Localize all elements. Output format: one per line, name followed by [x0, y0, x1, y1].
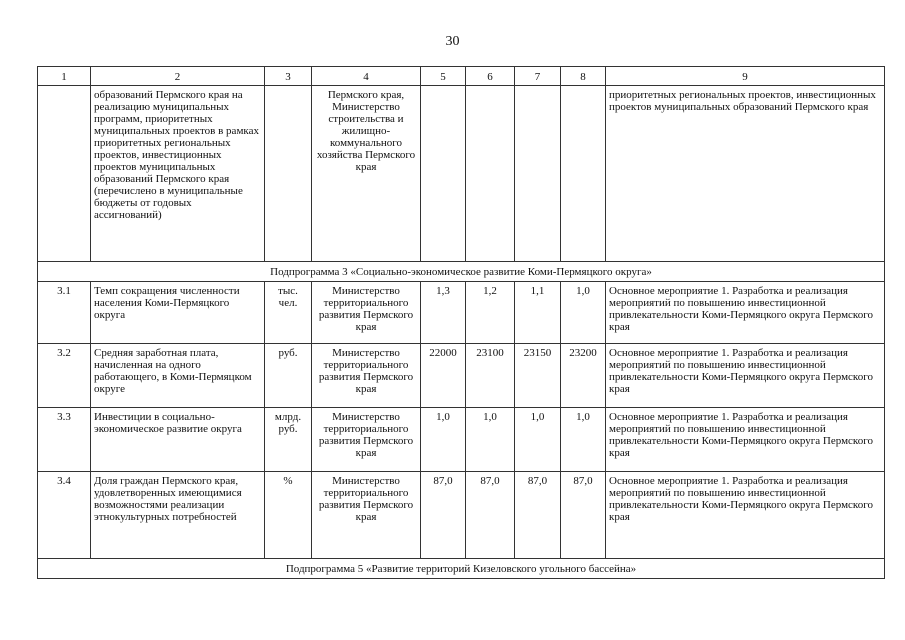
row-value-5: 87,0 — [421, 472, 466, 559]
col-header-1: 1 — [38, 67, 91, 86]
cont-unit — [265, 86, 312, 262]
cont-v5 — [421, 86, 466, 262]
row-value-5: 1,3 — [421, 282, 466, 344]
row-value-6: 23100 — [466, 344, 515, 408]
row-value-7: 1,0 — [515, 408, 561, 472]
row-executor: Министерство территориального развития Пермского края — [312, 282, 421, 344]
row-value-6: 1,2 — [466, 282, 515, 344]
row-number: 3.1 — [38, 282, 91, 344]
row-unit: руб. — [265, 344, 312, 408]
row-name: Темп сокращения численности населения Коми-Пермяцкого округа — [91, 282, 265, 344]
row-value-6: 1,0 — [466, 408, 515, 472]
table-row — [38, 344, 885, 408]
col-header-5: 5 — [421, 67, 466, 86]
row-value-6: 87,0 — [466, 472, 515, 559]
row-note: Основное мероприятие 1. Разработка и реализация мероприятий по повышению инвестиционной привлекательности Коми-Пермяцкого округа Пермского края — [606, 282, 885, 344]
cont-executor: Пермского края, Министерство строительства и жилищно-коммунального хозяйства Пермского края — [312, 86, 421, 262]
table-row — [38, 282, 885, 344]
row-note: Основное мероприятие 1. Разработка и реализация мероприятий по повышению инвестиционной привлекательности Коми-Пермяцкого округа Пермского края — [606, 408, 885, 472]
table-row — [38, 472, 885, 559]
col-header-4: 4 — [312, 67, 421, 86]
header-row — [38, 67, 885, 86]
row-number: 3.3 — [38, 408, 91, 472]
col-header-8: 8 — [561, 67, 606, 86]
row-name: Средняя заработная плата, начисленная на одного работающего, в Коми-Пермяцком округе — [91, 344, 265, 408]
row-executor: Министерство территориального развития Пермского края — [312, 472, 421, 559]
row-unit: тыс. чел. — [265, 282, 312, 344]
cont-note: приоритетных региональных проектов, инвестиционных проектов муниципальных образований Пермского края — [606, 86, 885, 262]
row-value-7: 87,0 — [515, 472, 561, 559]
col-header-7: 7 — [515, 67, 561, 86]
row-note: Основное мероприятие 1. Разработка и реализация мероприятий по повышению инвестиционной привлекательности Коми-Пермяцкого округа Пермского края — [606, 472, 885, 559]
col-header-3: 3 — [265, 67, 312, 86]
row-number: 3.2 — [38, 344, 91, 408]
cont-v6 — [466, 86, 515, 262]
cont-v7 — [515, 86, 561, 262]
subprogram-5-title: Подпрограмма 5 «Развитие территорий Кизеловского угольного бассейна» — [38, 559, 885, 579]
indicators-table — [37, 66, 885, 579]
col-header-6: 6 — [466, 67, 515, 86]
row-unit: млрд. руб. — [265, 408, 312, 472]
row-executor: Министерство территориального развития Пермского края — [312, 344, 421, 408]
row-name: Инвестиции в социально-экономическое развитие округа — [91, 408, 265, 472]
row-note: Основное мероприятие 1. Разработка и реализация мероприятий по повышению инвестиционной привлекательности Коми-Пермяцкого округа Пермского края — [606, 344, 885, 408]
row-value-8: 1,0 — [561, 408, 606, 472]
row-value-8: 23200 — [561, 344, 606, 408]
continuation-row — [38, 86, 885, 262]
row-executor: Министерство территориального развития Пермского края — [312, 408, 421, 472]
row-value-8: 1,0 — [561, 282, 606, 344]
subprogram-3-row — [38, 262, 885, 282]
row-value-5: 1,0 — [421, 408, 466, 472]
col-header-9: 9 — [606, 67, 885, 86]
table-row — [38, 408, 885, 472]
row-value-5: 22000 — [421, 344, 466, 408]
subprogram-5-row — [38, 559, 885, 579]
cont-v8 — [561, 86, 606, 262]
row-value-7: 23150 — [515, 344, 561, 408]
row-name: Доля граждан Пермского края, удовлетворенных имеющимися возможностями реализации этнокультурных потребностей — [91, 472, 265, 559]
row-unit: % — [265, 472, 312, 559]
col-header-2: 2 — [91, 67, 265, 86]
subprogram-3-title: Подпрограмма 3 «Социально-экономическое развитие Коми-Пермяцкого округа» — [38, 262, 885, 282]
page-number: 30 — [445, 34, 460, 49]
row-value-7: 1,1 — [515, 282, 561, 344]
row-number: 3.4 — [38, 472, 91, 559]
cont-name: образований Пермского края на реализацию муниципальных программ, приоритетных муниципальных проектов в рамках приоритетных региональных проектов, инвестиционных проектов муниципальных образований Пермского края (перечислено в муниципальные бюджеты от годовых ассигнований) — [91, 86, 265, 262]
row-value-8: 87,0 — [561, 472, 606, 559]
cont-num — [38, 86, 91, 262]
